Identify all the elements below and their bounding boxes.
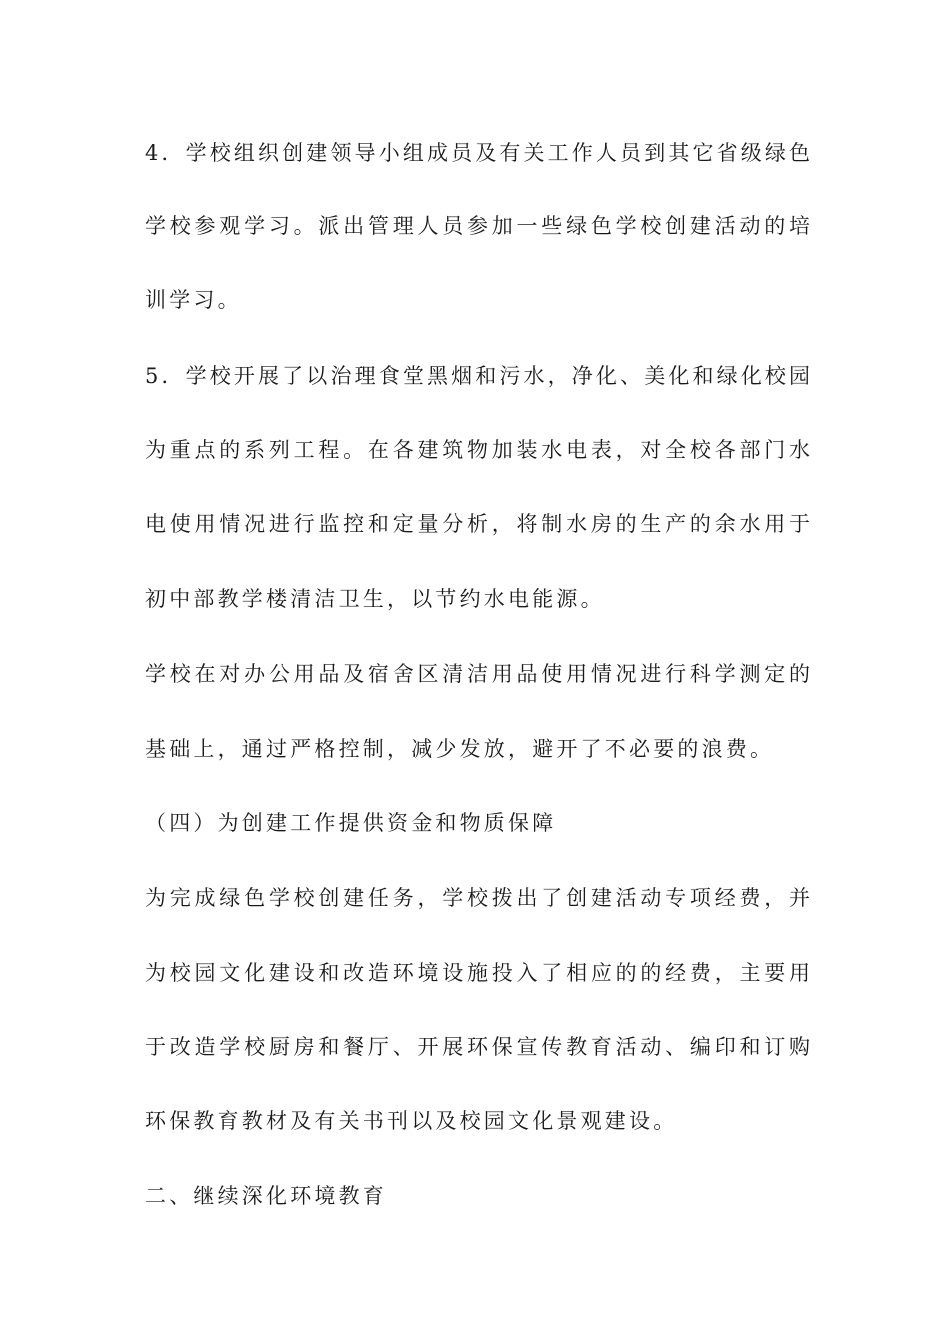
text-line: 初中部教学楼清洁卫生，以节约水电能源。	[145, 587, 605, 611]
section-heading: 二、继续深化环境教育	[145, 1184, 387, 1208]
text-line: 学校参观学习。派出管理人员参加一些绿色学校创建活动的培	[145, 214, 810, 238]
section-heading: （四）为创建工作提供资金和物质保障	[145, 811, 557, 835]
text-line: 为完成绿色学校创建任务，学校拨出了创建活动专项经费，并	[145, 886, 810, 910]
text-line: 5．学校开展了以治理食堂黑烟和污水，净化、美化和绿化校园	[145, 364, 810, 388]
text-line: 学校在对办公用品及宿舍区清洁用品使用情况进行科学测定的	[145, 662, 810, 686]
text-line: 4．学校组织创建领导小组成员及有关工作人员到其它省级绿色	[145, 141, 810, 165]
text-line: 于改造学校厨房和餐厅、开展环保宣传教育活动、编印和订购	[145, 1035, 810, 1059]
text-line: 为重点的系列工程。在各建筑物加装水电表，对全校各部门水	[145, 438, 810, 462]
text-line: 基础上，通过严格控制，减少发放，避开了不必要的浪费。	[145, 737, 775, 761]
text-line: 为校园文化建设和改造环境设施投入了相应的的经费，主要用	[145, 961, 810, 985]
text-line: 训学习。	[145, 288, 242, 312]
text-line: 电使用情况进行监控和定量分析，将制水房的生产的余水用于	[145, 512, 810, 536]
text-line: 环保教育教材及有关书刊以及校园文化景观建设。	[145, 1109, 678, 1133]
